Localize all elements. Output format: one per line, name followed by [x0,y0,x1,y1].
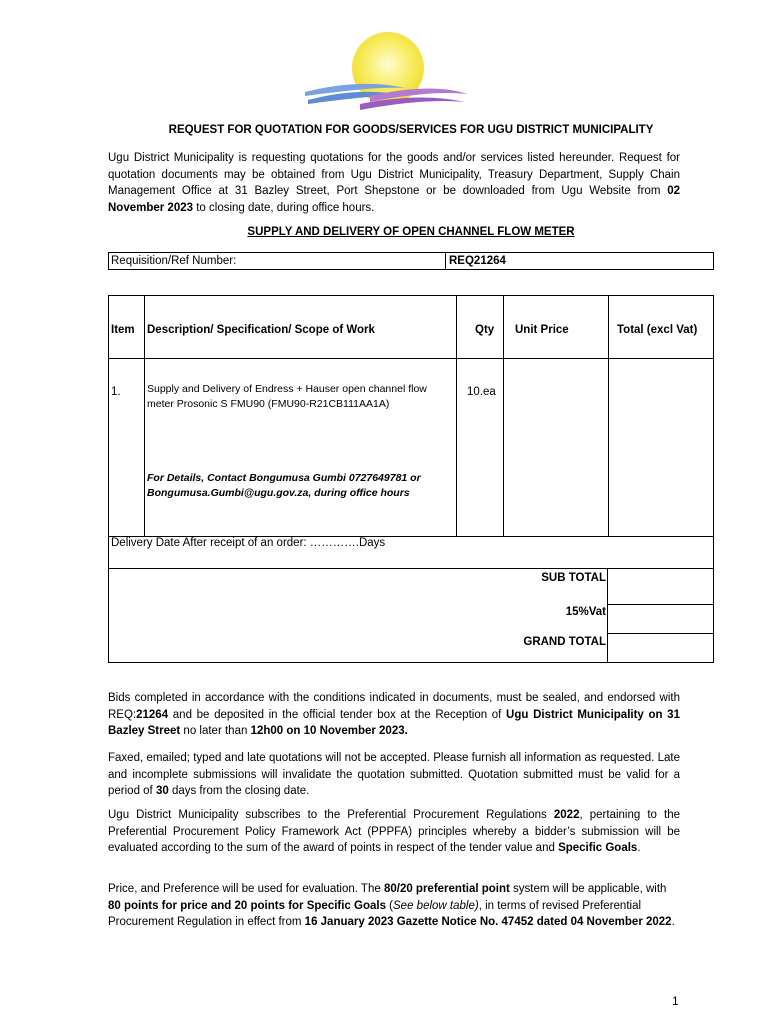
intro-paragraph: Ugu District Municipality is requesting quotations for the goods and/or services listed hereunder. Request for quotation documents may be obtained from Ugu District Municipality, Treasury Department, Supply Chain Management Office at 31 Bazley Street, Port Shepstone or be downloaded from Ugu Website from 02 November 2023 to closing date, during office hours. [108,152,680,214]
evaluation-paragraph: Price, and Preference will be used for evaluation. The 80/20 preferential point system will be applicable, with 80 points for price and 20 points for Specific Goals (See below table), in terms of revised Preferential Procurement Regulation in effect from 16 January 2023 Gazette Notice No. 47452 dated 04 November 2022. [108,883,675,928]
grand-total-label: GRAND TOTAL [523,636,606,648]
regulations-paragraph: Ugu District Municipality subscribes to the Preferential Procurement Regulations 2022, pertaining to the Preferential Procurement Policy Framework Act (PPPFA) principles whereby a bidder’s submission will be evaluated according to the sum of the award of points in respect of the tender value and Specific Goals. [108,809,680,854]
submission-paragraph: Bids completed in accordance with the conditions indicated in documents, must be sealed, and endorsed with REQ:21264 and be deposited in the official tender box at the Reception of Ugu District Municipality on 31 Bazley Street no later than 12h00 on 10 November 2023. [108,692,680,737]
page-number: 1 [672,994,679,1008]
vat-label: 15%Vat [565,606,606,618]
header-total: Total (excl Vat) [617,324,698,336]
row-qty: 10.ea [467,386,496,398]
sub-total-label: SUB TOTAL [541,572,606,584]
header-description: Description/ Specification/ Scope of Work [147,324,375,336]
late-quotations-paragraph: Faxed, emailed; typed and late quotations will not be accepted. Please furnish all information as requested. Late and incomplete submissions will invalidate the quotation submitted. Quotation submitted must be valid for a period of 30 days from the closing date. [108,752,680,797]
row-item-number: 1. [111,386,121,398]
header-item: Item [111,324,135,336]
row-description: Supply and Delivery of Endress + Hauser open channel flow meter Prosonic S FMU90 (FMU90-R21CB111AA1A) [147,383,427,410]
document-title: REQUEST FOR QUOTATION FOR GOODS/SERVICES FOR UGU DISTRICT MUNICIPALITY [168,124,654,136]
section-subheading: SUPPLY AND DELIVERY OF OPEN CHANNEL FLOW METER [247,226,575,238]
requisition-value: REQ21264 [445,253,506,269]
requisition-box [108,252,714,270]
header-unit-price: Unit Price [515,324,569,336]
row-contact: For Details, Contact Bongumusa Gumbi 0727649781 or Bongumusa.Gumbi@ugu.gov.za, during office hours [147,472,421,499]
header-qty: Qty [475,324,495,336]
delivery-date: Delivery Date After receipt of an order: ………….Days [111,537,386,549]
requisition-label: Requisition/Ref Number: [111,255,237,267]
municipality-logo [300,30,470,112]
quotation-table [108,295,714,663]
